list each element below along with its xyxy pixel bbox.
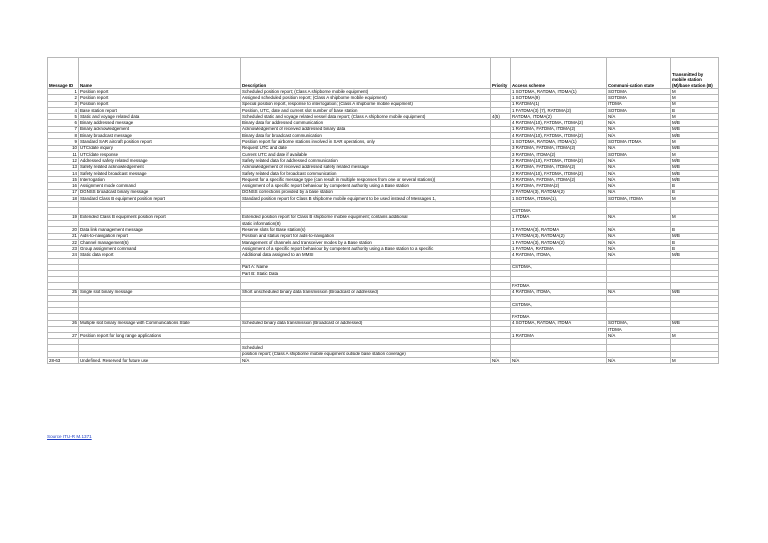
name-cell: Standard SAR aircraft position report	[79, 139, 241, 145]
description-cell: static information(8)	[241, 220, 491, 226]
communication-state-cell: N/A	[607, 133, 671, 139]
name-cell: Position report	[79, 89, 241, 95]
description-cell: Assignment of a specific report behaviour by competent authority using a Base station to a specific	[241, 246, 491, 252]
access-scheme-cell: 3 RATDMA, FATDMA, ITDMA(2)	[511, 177, 607, 183]
communication-state-cell: N/A	[607, 333, 671, 339]
access-scheme-cell: CSTDMA,	[511, 301, 607, 307]
communication-state-cell: N/A	[607, 227, 671, 233]
transmitted-by-cell: M/B	[671, 133, 719, 139]
description-cell: Reserve slots for Base station(s)	[241, 227, 491, 233]
description-cell: Special position report, response to interrogation; (Class A shipborne mobile equipment)	[241, 101, 491, 107]
transmitted-by-cell: M	[671, 357, 719, 363]
name-cell: Addressed safety related message	[79, 158, 241, 164]
name-cell: Interrogation	[79, 177, 241, 183]
name-cell: Base station report	[79, 107, 241, 113]
communication-state-cell: N/A	[607, 289, 671, 295]
name-cell: Multiple slot binary message with Communications State	[79, 320, 241, 326]
description-cell: Extended position report for Class B shipborne mobile equipment; contains additional	[241, 214, 491, 220]
col-header-access-scheme: Access scheme	[511, 58, 607, 89]
description-cell: Assignment of a specific report behaviour by competent authority using a Base station	[241, 183, 491, 189]
col-header-message-id: Message ID	[48, 58, 79, 89]
description-cell: Request UTC and date	[241, 145, 491, 151]
message-id-cell: 6	[48, 120, 79, 126]
message-id-cell: 5	[48, 114, 79, 120]
priority-cell: N/A	[491, 357, 511, 363]
access-scheme-cell: 1 ITDMA	[511, 214, 607, 220]
access-scheme-cell: 1 FATDMA(3), RATDMA	[511, 227, 607, 233]
spreadsheet	[47, 57, 719, 364]
description-cell: Additional data assigned to an MMSI	[241, 252, 491, 258]
communication-state-cell: N/A	[607, 233, 671, 239]
description-cell: Position, UTC, date and current slot number of base station	[241, 107, 491, 113]
transmitted-by-cell: M/B	[671, 158, 719, 164]
description-cell: Standard position report for Class B shipborne mobile equipment to be used instead of Messages 1,	[241, 196, 491, 202]
communication-state-cell: N/A	[607, 164, 671, 170]
message-id-cell: 26	[48, 320, 79, 326]
communication-state-cell: ITDMA	[607, 101, 671, 107]
transmitted-by-cell: M	[671, 114, 719, 120]
message-id-cell: 10	[48, 145, 79, 151]
message-id-cell: 18	[48, 196, 79, 202]
transmitted-by-cell: M/B	[671, 120, 719, 126]
name-cell: Binary acknowledgement	[79, 126, 241, 132]
message-id-cell: 1	[48, 89, 79, 95]
name-cell: Binary addressed message	[79, 120, 241, 126]
message-id-cell: 8	[48, 133, 79, 139]
communication-state-cell: N/A	[607, 114, 671, 120]
message-id-cell: 21	[48, 233, 79, 239]
access-scheme-cell: 1 SOTDMA, ITDMA(1),	[511, 196, 607, 202]
description-cell: Acknowledgement of received addressed binary data	[241, 126, 491, 132]
communication-state-cell: N/A	[607, 252, 671, 258]
transmitted-by-cell: M/B	[671, 126, 719, 132]
message-id-cell: 11	[48, 151, 79, 157]
description-cell: Acknowledgement of received addressed safety related message	[241, 164, 491, 170]
name-cell: Undefined. Reserved for future use	[79, 357, 241, 363]
communication-state-cell: N/A	[607, 126, 671, 132]
communication-state-cell: N/A	[607, 145, 671, 151]
message-id-cell: 22	[48, 239, 79, 245]
col-header-transmitted-by: Transmitted by mobile station (M)/base station (B)	[671, 58, 719, 89]
access-scheme-cell: RATDMA, ITDMA(2)	[511, 114, 607, 120]
access-scheme-cell: CSTDMA,	[511, 264, 607, 270]
access-scheme-cell: 3 RATDMA, ITDMA(2)	[511, 151, 607, 157]
message-id-cell: 23	[48, 246, 79, 252]
communication-state-cell: SOTDMA ITDMA	[607, 139, 671, 145]
access-scheme-cell: 1 RATDMA(1)	[511, 101, 607, 107]
communication-state-cell: SOTDMA	[607, 89, 671, 95]
communication-state-cell: N/A	[607, 189, 671, 195]
description-cell: Scheduled static and voyage related vessel data report; (Class A shipborne mobile equipment)	[241, 114, 491, 120]
transmitted-by-cell: M	[671, 196, 719, 202]
access-scheme-cell: 1 RATDMA	[511, 333, 607, 339]
message-id-cell: 24	[48, 252, 79, 258]
transmitted-by-cell: B	[671, 183, 719, 189]
access-scheme-cell: N/A	[511, 357, 607, 363]
access-scheme-cell: 3 RATDMA, FATDMA, ITDMA(2)	[511, 145, 607, 151]
message-id-cell: 9	[48, 139, 79, 145]
transmitted-by-cell: M/B	[671, 170, 719, 176]
communication-state-cell: N/A	[607, 177, 671, 183]
name-cell: Safety related acknowledgement	[79, 164, 241, 170]
description-cell: Part A: Name	[241, 264, 491, 270]
access-scheme-cell: FATDMA	[511, 283, 607, 289]
col-header-priority: Priority	[491, 58, 511, 89]
description-cell: Position report for airborne stations involved in SAR operations, only	[241, 139, 491, 145]
description-cell: Current UTC and date if available	[241, 151, 491, 157]
name-cell: UTC/date response	[79, 151, 241, 157]
access-scheme-cell: 1 FATDMA(3) (7), RATDMA(2)	[511, 107, 607, 113]
access-scheme-cell: 1 FATDMA(3), RATDMA(2)	[511, 239, 607, 245]
transmitted-by-cell: M/B	[671, 145, 719, 151]
communication-state-cell: ITDMA	[607, 326, 671, 332]
description-cell: Request for a specific message type (can result in multiple responses from one or several stations)(	[241, 177, 491, 183]
transmitted-by-cell: M	[671, 89, 719, 95]
name-cell: Static data report	[79, 252, 241, 258]
message-id-cell: 7	[48, 126, 79, 132]
access-scheme-cell: 1 RATDMA, FATDMA, ITDMA(2)	[511, 164, 607, 170]
description-cell: Short unscheduled binary data transmission (Broadcast or addressed)	[241, 289, 491, 295]
name-cell: Single slot binary message	[79, 289, 241, 295]
access-scheme-cell: 1 RATDMA, FATDMA, ITDMA(2)	[511, 126, 607, 132]
access-scheme-cell: 1 RATDMA, FATDMA(2)	[511, 183, 607, 189]
transmitted-by-cell: M	[671, 333, 719, 339]
ais-message-table	[47, 57, 719, 364]
access-scheme-cell: 4 RATDMA, ITDMA,	[511, 252, 607, 258]
access-scheme-cell: CSTDMA	[511, 208, 607, 214]
communication-state-cell: SOTDMA	[607, 151, 671, 157]
priority-cell: 4(5)	[491, 114, 511, 120]
access-scheme-cell: 1 FATDMA, RATDMA	[511, 246, 607, 252]
name-cell: Standard Class B equipment position report	[79, 196, 241, 202]
communication-state-cell: N/A	[607, 357, 671, 363]
access-scheme-cell: 4 RATDMA(10), FATDMA, ITDMA(2)	[511, 120, 607, 126]
transmitted-by-cell: M/B	[671, 320, 719, 326]
communication-state-cell: SOTDMA, ITDMA	[607, 196, 671, 202]
name-cell: Binary broadcast message	[79, 133, 241, 139]
transmitted-by-cell: M/B	[671, 233, 719, 239]
message-id-cell: 25	[48, 289, 79, 295]
name-cell: Extended Class B equipment position report	[79, 214, 241, 220]
communication-state-cell: N/A	[607, 239, 671, 245]
transmitted-by-cell: M/B	[671, 289, 719, 295]
description-cell: Binary data for broadcast communication	[241, 133, 491, 139]
access-scheme-cell: 4 SOTDMA, RATDMA, ITDMA	[511, 320, 607, 326]
table-row	[48, 357, 719, 363]
source-link[interactable]: Source ITU-R M.1371	[47, 434, 92, 439]
transmitted-by-cell: M	[671, 95, 719, 101]
transmitted-by-cell: M	[671, 151, 719, 157]
name-cell: Group assignment command	[79, 246, 241, 252]
description-cell: Position and status report for aids-to-navigation	[241, 233, 491, 239]
message-id-cell: 13	[48, 164, 79, 170]
description-cell: position report; (Class A shipborne mobile equipment outside base station coverage)	[241, 351, 491, 357]
access-scheme-cell: 1 FATDMA(3), RATDMA(2)	[511, 233, 607, 239]
description-cell: N/A	[241, 357, 491, 363]
transmitted-by-cell: B	[671, 227, 719, 233]
col-header-name: Name	[79, 58, 241, 89]
name-cell: Assignment mode command	[79, 183, 241, 189]
message-id-cell: 2	[48, 95, 79, 101]
transmitted-by-cell: M	[671, 101, 719, 107]
message-id-cell: 28-63	[48, 357, 79, 363]
access-scheme-cell: 1 SOTDMA, RATDMA, ITDMA(1)	[511, 89, 607, 95]
transmitted-by-cell: B	[671, 107, 719, 113]
name-cell: Safety related broadcast message	[79, 170, 241, 176]
description-cell: Scheduled binary data transmission (Broadcast or addressed)	[241, 320, 491, 326]
access-scheme-cell: 4 RATDMA(10), FATDMA, ITDMA(2)	[511, 133, 607, 139]
access-scheme-cell: 2 FATDMA(3), RATDMA(2)	[511, 189, 607, 195]
description-cell: Safety related data for broadcast communication	[241, 170, 491, 176]
transmitted-by-cell: M	[671, 139, 719, 145]
message-id-cell: 4	[48, 107, 79, 113]
transmitted-by-cell: M/B	[671, 164, 719, 170]
communication-state-cell: SOTDMA,	[607, 320, 671, 326]
communication-state-cell: N/A	[607, 120, 671, 126]
access-scheme-cell: FATDMA	[511, 314, 607, 320]
col-header-communication-state: Communi-cation state	[607, 58, 671, 89]
description-cell: Management of channels and transceiver modes by a Base station	[241, 239, 491, 245]
transmitted-by-cell: B	[671, 246, 719, 252]
communication-state-cell: N/A	[607, 170, 671, 176]
name-cell: DGNSS broadcast binary message	[79, 189, 241, 195]
communication-state-cell: N/A	[607, 158, 671, 164]
name-cell: Position report	[79, 95, 241, 101]
communication-state-cell: SOTDMA	[607, 95, 671, 101]
access-scheme-cell: 2 RATDMA(10), FATDMA, ITDMA(2)	[511, 158, 607, 164]
col-header-description: Description	[241, 58, 491, 89]
description-cell: Assigned scheduled position report; (Class A shipborne mobile equipment)	[241, 95, 491, 101]
message-id-cell: 16	[48, 183, 79, 189]
message-id-cell: 14	[48, 170, 79, 176]
description-cell: Part B: Static Data	[241, 271, 491, 277]
description-cell: Safety related data for addressed communication	[241, 158, 491, 164]
description-cell: Binary data for addressed communication	[241, 120, 491, 126]
description-cell: DGNSS corrections provided by a base station	[241, 189, 491, 195]
transmitted-by-cell: B	[671, 189, 719, 195]
name-cell: Position report for long range applications	[79, 333, 241, 339]
name-cell: Data link management message	[79, 227, 241, 233]
name-cell: Channel management(6)	[79, 239, 241, 245]
message-id-cell: 3	[48, 101, 79, 107]
communication-state-cell: N/A	[607, 183, 671, 189]
message-id-cell: 12	[48, 158, 79, 164]
table-row	[48, 196, 719, 202]
name-cell: UTC/date inquiry	[79, 145, 241, 151]
access-scheme-cell: 2 RATDMA(10), FATDMA, ITDMA(2)	[511, 170, 607, 176]
header-row	[48, 58, 719, 89]
description-cell: Scheduled position report; (Class A shipborne mobile equipment)	[241, 89, 491, 95]
message-id-cell: 27	[48, 333, 79, 339]
name-cell: Aids-to-navigation report	[79, 233, 241, 239]
communication-state-cell: N/A	[607, 246, 671, 252]
name-cell: Position report	[79, 101, 241, 107]
access-scheme-cell: 1 SOTDMA(9)	[511, 95, 607, 101]
access-scheme-cell: 4 RATDMA, ITDMA,	[511, 289, 607, 295]
transmitted-by-cell: M/B	[671, 177, 719, 183]
message-id-cell: 17	[48, 189, 79, 195]
communication-state-cell: N/A	[607, 214, 671, 220]
transmitted-by-cell: M	[671, 214, 719, 220]
communication-state-cell: SOTDMA	[607, 107, 671, 113]
message-id-cell: 19	[48, 214, 79, 220]
message-id-cell: 20	[48, 227, 79, 233]
transmitted-by-cell: M/B	[671, 252, 719, 258]
transmitted-by-cell: B	[671, 239, 719, 245]
access-scheme-cell: 1 SOTDMA, RATDMA, ITDMA(1)	[511, 139, 607, 145]
name-cell: Static and voyage related data	[79, 114, 241, 120]
message-id-cell: 15	[48, 177, 79, 183]
description-cell: Scheduled	[241, 345, 491, 351]
